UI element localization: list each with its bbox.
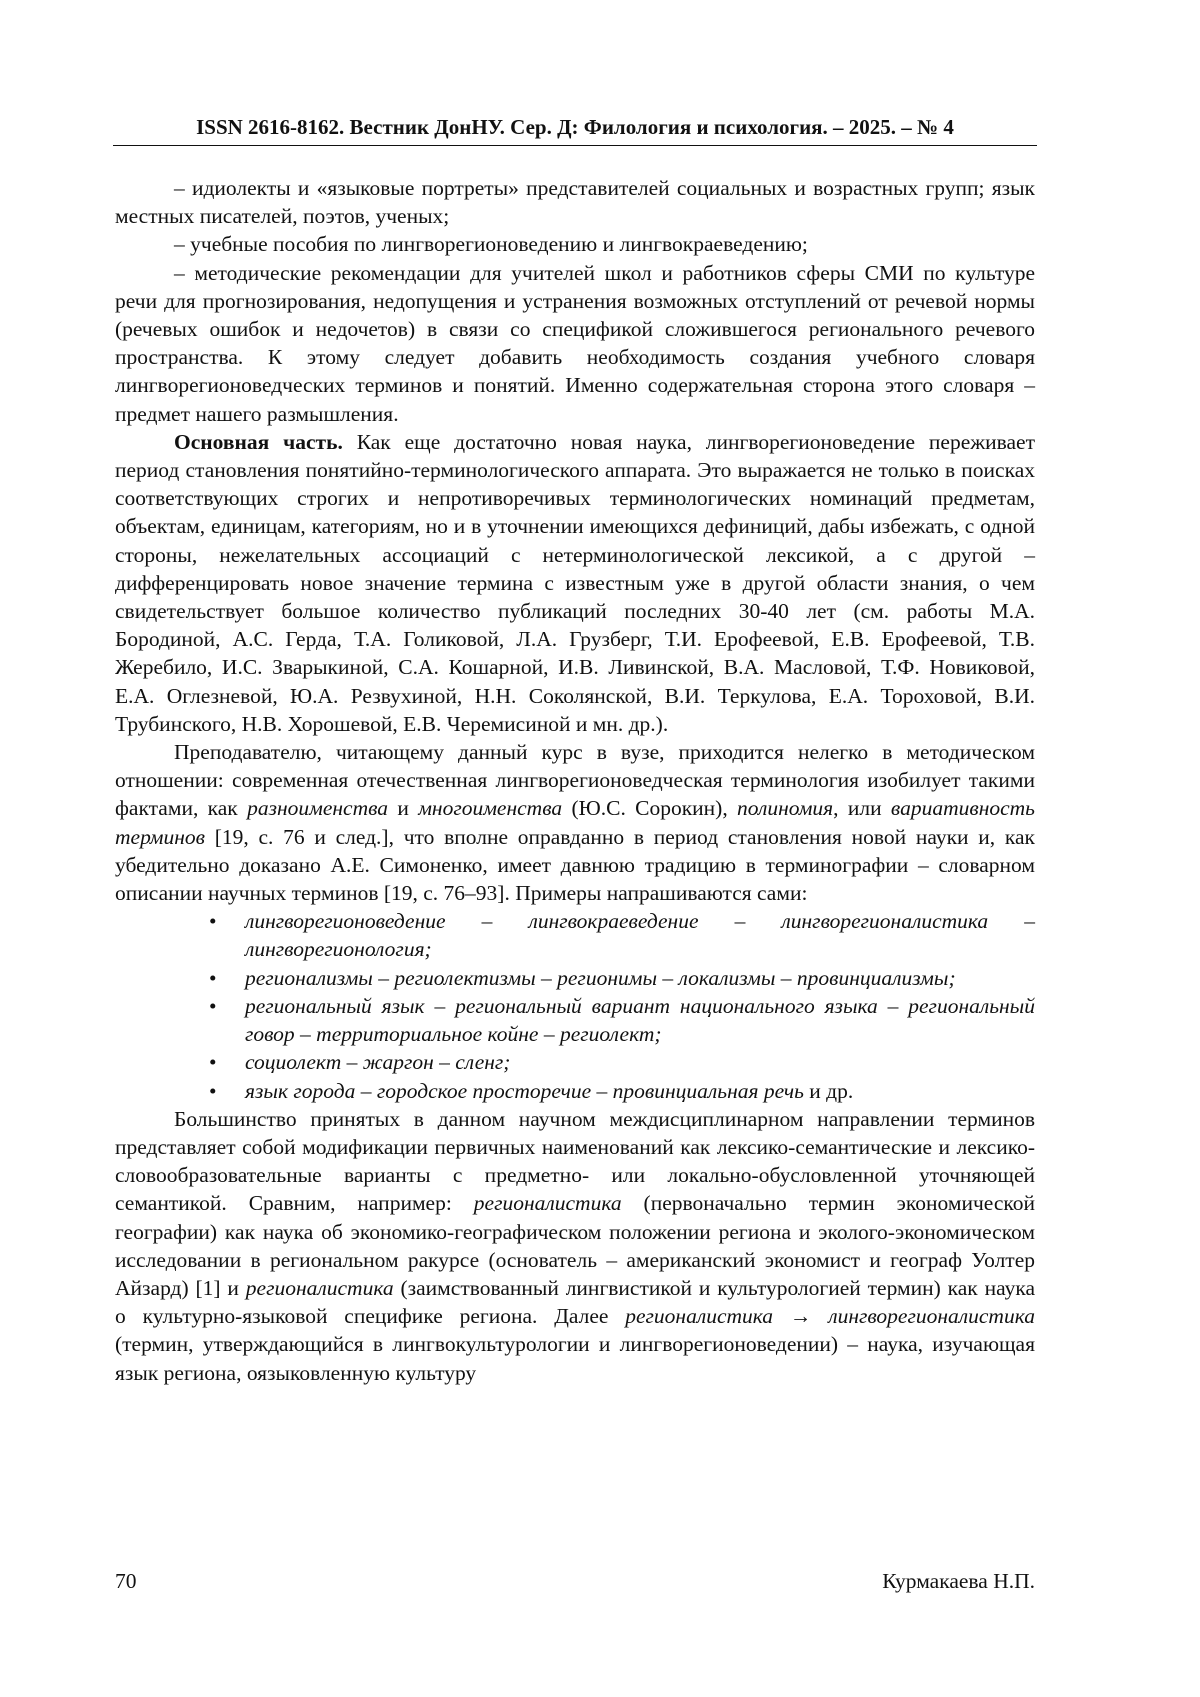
italic-term: многоименства (418, 796, 563, 821)
paragraph: – учебные пособия по лингворегионоведению и лингвокраеведению; (174, 232, 808, 257)
italic-term: регионалистика (473, 1191, 622, 1216)
list-item-text: лингворегионоведение – лингвокраеведение – лингворегионалистика – лингворегионология; (245, 909, 1035, 962)
italic-term: разноименства (247, 796, 389, 821)
list-item (115, 992, 1035, 1048)
paragraph-text: и (388, 796, 419, 821)
paragraph: – методические рекомендации для учителей школ и работников сферы СМИ по культуре речи для прогнозирования, недопущения и устранения возможных отступлений от речевой нормы (речевых ошибок и недочетов) в связи со спецификой сложившегося регионального речевого пространства. К этому следует добавить необходимость создания учебного словаря лингворегионоведческих терминов и понятий. Именно содержательная сторона этого словаря – предмет нашего размышления. (115, 260, 1035, 426)
author-name: Курмакаева Н.П. (882, 1569, 1035, 1593)
paragraph (115, 738, 1035, 907)
italic-term: вариативность терминов (115, 796, 1035, 849)
paragraph-main-part (115, 428, 1035, 738)
list-item (115, 1048, 1035, 1076)
paragraph-text: Преподавателю, читающему данный курс в вузе, приходится нелегко в методическом отношении: современная отечественная лингворегионоведческая терминология изобилует такими фактами, как (115, 740, 1035, 821)
paragraph-text: Большинство принятых в данном научном междисциплинарном направлении терминов представляет собой модификации первичных наименований как лексико-семантические и лексико-словообразовательные варианты с предметно- или локально-обусловленной уточняющей семантикой. Сравним, например: (115, 1106, 1035, 1216)
paragraph-text: Как еще достаточно новая наука, лингворегионоведение переживает период становления понятийно-терминологического аппарата. Это выражается не только в поисках соответствующих строгих и непротиворечивых терминологических номинаций предметам, объектам, единицам, категориям, но и в уточнении имеющихся дефиниций, дабы избежать, с одной стороны, нежелательных ассоциаций с нетерминологической лексикой, а с другой – дифференцировать новое значение термина с известным уже в другой области знания, о чем свидетельствует большое количество публикаций последних 30-40 лет (см. работы М.А. Бородиной, А.С. Герда, Т.А. Голиковой, Л.А. Грузберг, Т.И. Ерофеевой, Е.В. Ерофеевой, Т.В. Жеребило, И.С. Зварыкиной, С.А. Кошарной, И.В. Ливинской, В.А. Масловой, Т.Ф. Новиковой, Е.А. Оглезневой, Ю.А. Резвухиной, Н.Н. Соколянской, В.И. Теркулова, Е.А. Тороховой, В.И. Трубинского, Н.В. Хорошевой, Е.В. Черемисиной и мн. др.). (115, 429, 1035, 736)
running-header: ISSN 2616-8162. Вестник ДонНУ. Сер. Д: Филология и психология. – 2025. – № 4 (113, 114, 1037, 146)
list-item (115, 1077, 1035, 1105)
paragraph-text: [19, с. 76 и след.], что вполне оправданно в период становления новой науки и, как убедительно доказано А.Е. Симоненко, имеет давнюю традицию в терминографии – словарном описании научных терминов [19, с. 76–93]. Примеры напрашиваются сами: (115, 824, 1035, 906)
paragraph: – идиолекты и «языковые портреты» представителей социальных и возрастных групп; язык местных писателей, поэтов, ученых; (115, 176, 1035, 229)
paragraph (115, 1105, 1035, 1387)
paragraph-text: (термин, утверждающийся в лингвокультурологии и лингворегионоведении) – наука, изучающая язык региона, оязыковленную культуру (115, 1332, 1035, 1385)
list-item-text: язык города – городское просторечие – провинциальная речь (245, 1078, 804, 1103)
paragraph-text: (Ю.С. Сорокин), (562, 796, 738, 821)
paragraph-text: (первоначально термин экономической географии) как наука об экономико-географическом положении региона и эколого-экономическом исследовании в региональном ракурсе (основатель – американский экономист и географ Уолтер Айзард) [1] и (115, 1191, 1035, 1300)
list-item-tail: и др. (803, 1078, 854, 1103)
list-item-text: социолект – жаргон – сленг; (245, 1050, 511, 1075)
paragraph-text: (заимствованный лингвистикой и культурологией термин) как наука о культурно-языковой специфике региона. Далее (115, 1275, 1035, 1329)
bullet-icon: • (209, 965, 217, 990)
list-item-text: регионализмы – региолектизмы – регионимы – локализмы – провинциализмы; (245, 965, 956, 990)
italic-term: регионалистика → лингворегионалистика (625, 1304, 1035, 1329)
bullet-icon: • (209, 1078, 217, 1103)
examples-list (115, 907, 1035, 1104)
bullet-icon: • (209, 993, 217, 1018)
list-item (115, 964, 1035, 992)
italic-term: полиномия (737, 796, 834, 821)
bullet-icon: • (209, 1050, 217, 1075)
list-item (115, 907, 1035, 963)
paragraph-text: , или (833, 796, 891, 821)
page-number: 70 (115, 1569, 137, 1593)
bullet-icon: • (209, 909, 217, 934)
section-heading: Основная часть. (174, 429, 343, 454)
article-body (115, 174, 1035, 1387)
italic-term: регионалистика (245, 1275, 394, 1300)
list-item-text: региональный язык – региональный вариант национального языка – региональный говор – территориальное койне – региолект; (245, 993, 1035, 1047)
